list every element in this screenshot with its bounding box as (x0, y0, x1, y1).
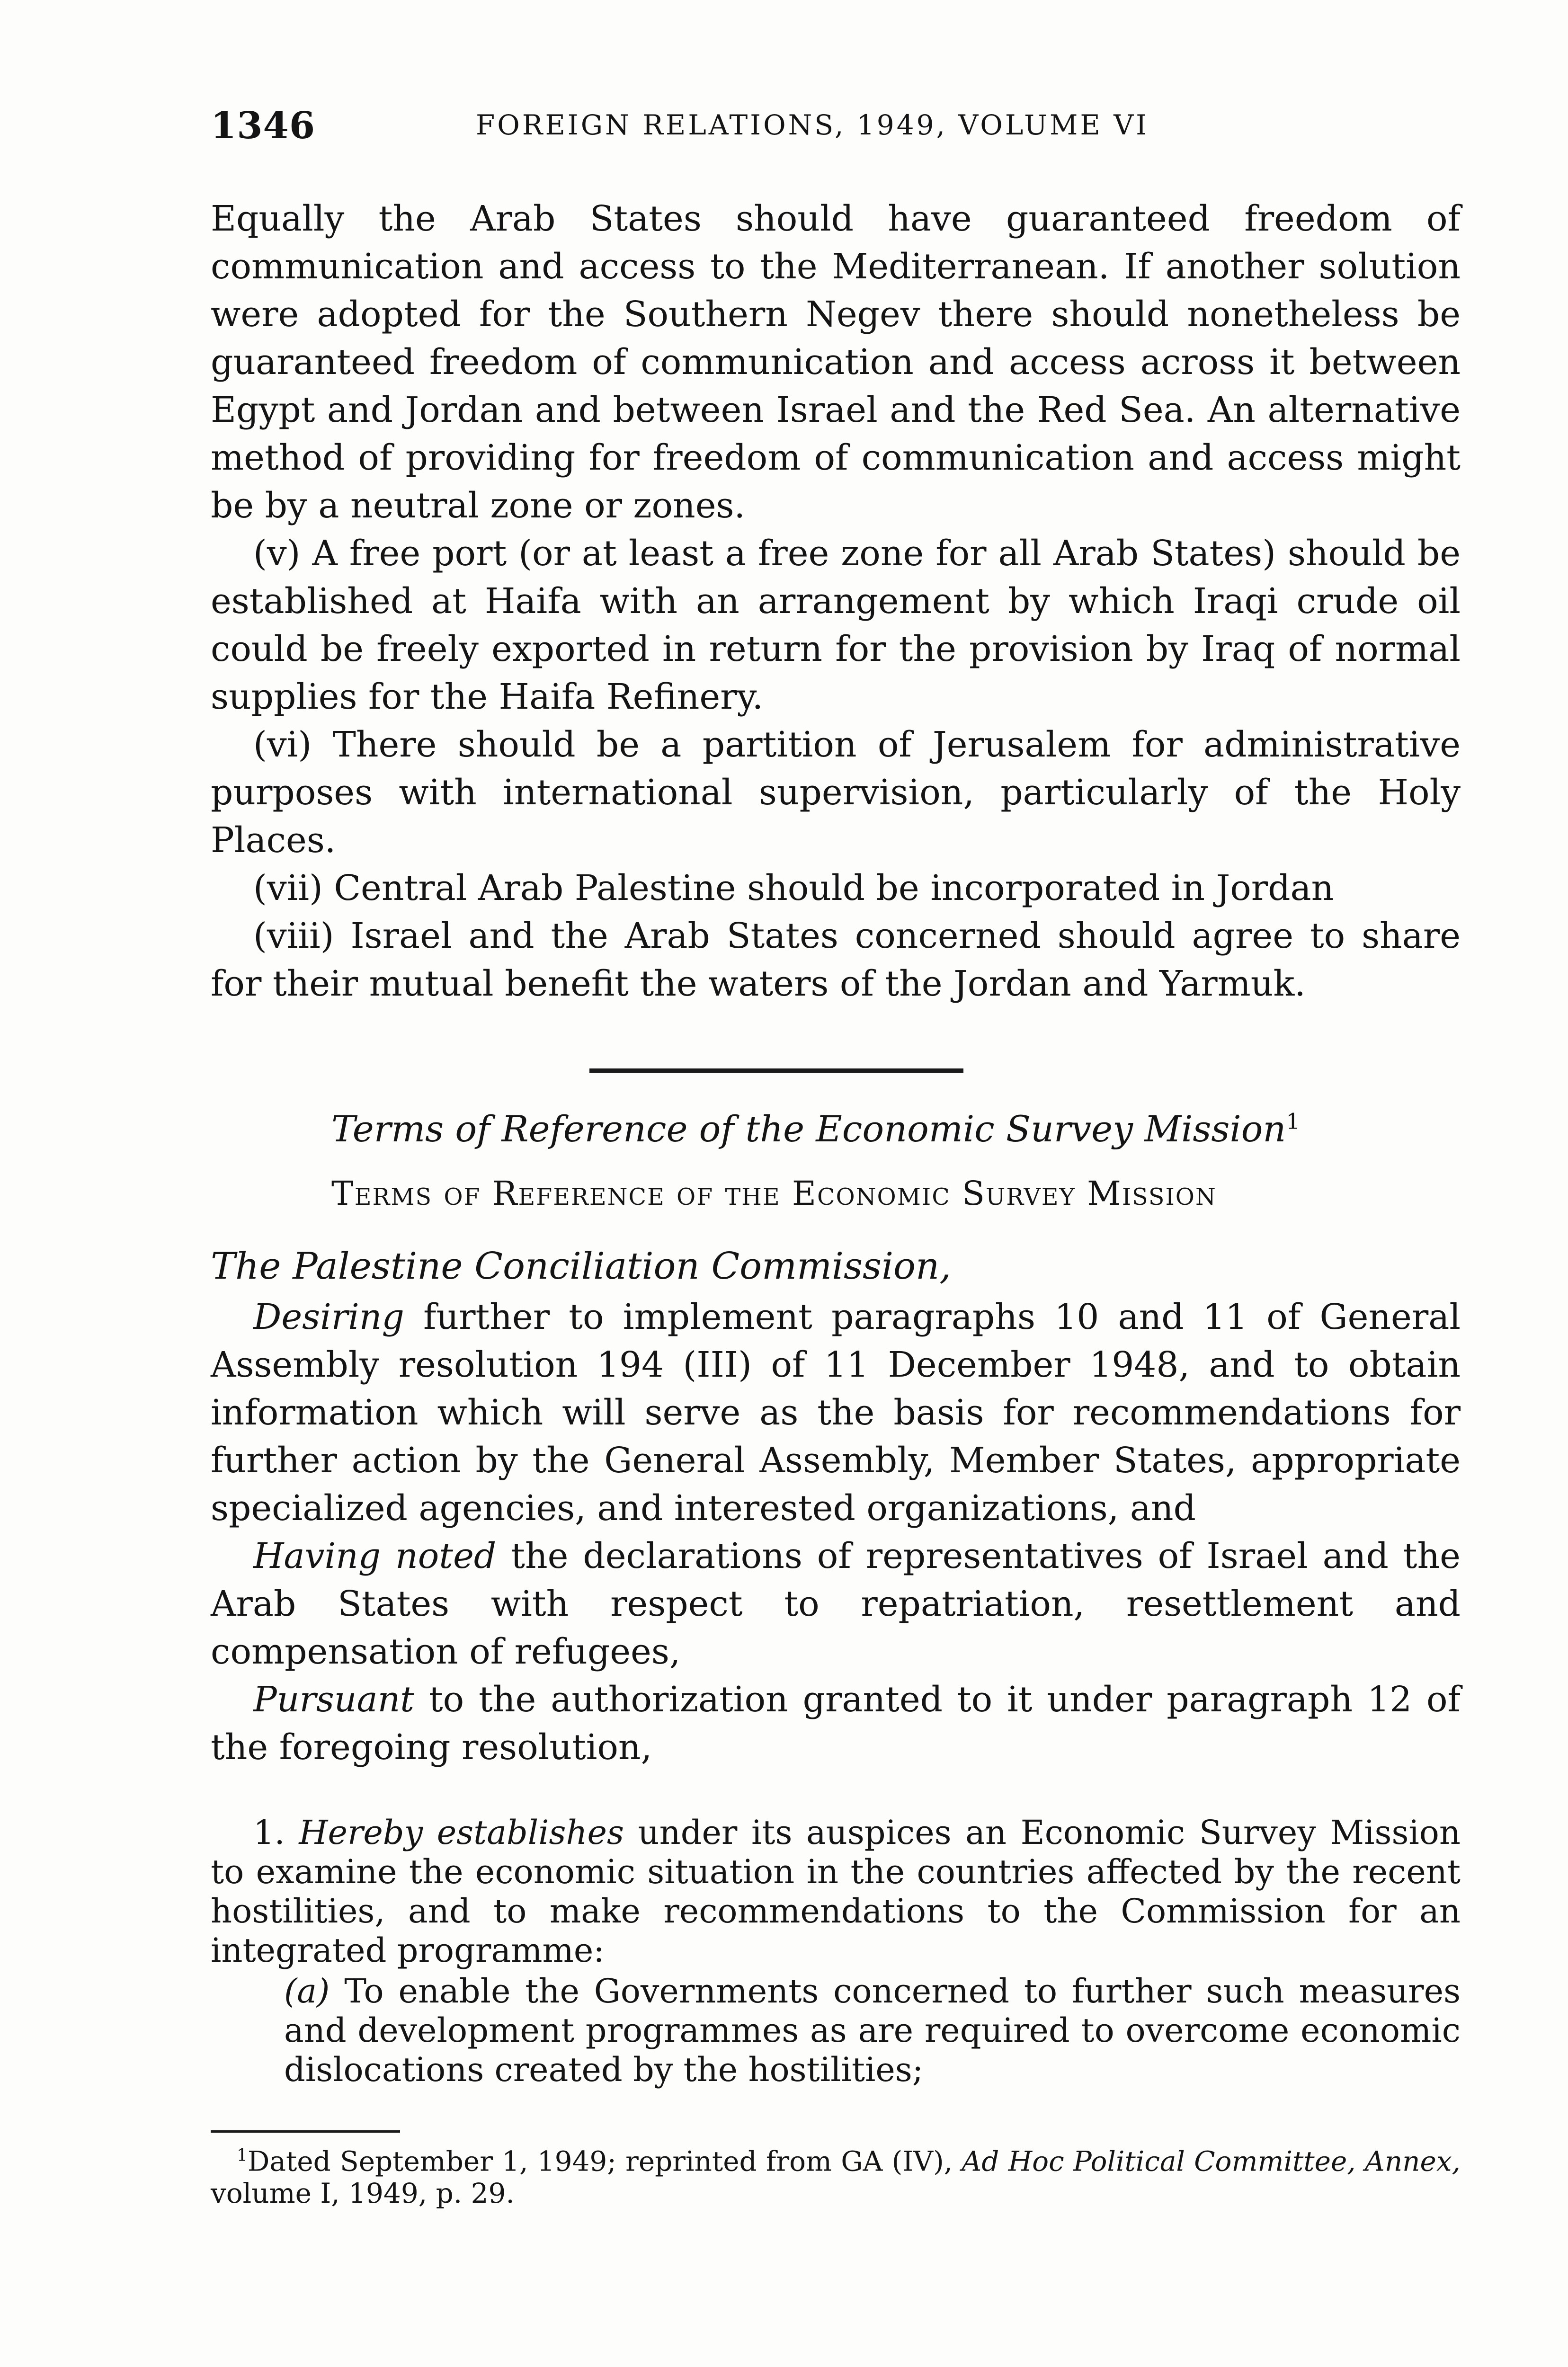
page-number: 1346 (211, 104, 316, 147)
sub-item-a (284, 1972, 1461, 2090)
having-noted-paragraph (211, 1532, 1461, 1676)
desiring-text: further to implement paragraphs 10 and 11 of General Assembly resolution 194 (III) of 11 December 1948, and to obtain information which will serve as the basis for recommendations for further action by the General Assembly, Member States, appropriate specialized agencies, and interested organizations, and (211, 1297, 1461, 1529)
heading-footnote-ref: 1 (1286, 1108, 1300, 1134)
continued-text (211, 195, 1461, 1008)
commission-name: The Palestine Conciliation Commission, (211, 1245, 951, 1288)
paragraph-continuation: Equally the Arab States should have guaranteed freedom of communication and access to the Mediterranean. If another solution were adopted for the Southern Negev there should nonetheless be guaranteed freedom of communication and access across it between Egypt and Jordan and between Israel and the Red Sea. An alternative method of providing for freedom of communication and access might be by a neutral zone or zones. (211, 198, 1461, 526)
paragraph-item-v: (v) A free port (or at least a free zone for all Arab States) should be established at Haifa with an arrangement by which Iraqi crude oil could be freely exported in return for the provision by Iraq of normal supplies for the Haifa Refinery. (211, 533, 1461, 717)
item-1-label: Hereby establishes (299, 1813, 624, 1852)
page-header (211, 104, 1461, 156)
footnote-marker: 1 (237, 2146, 248, 2165)
preamble (211, 1293, 1461, 1771)
operative-section (211, 1813, 1461, 1970)
sub-item-a-text: To enable the Governments concerned to further such measures and development programmes as are required to overcome economic dislocations created by the hostilities; (284, 1972, 1461, 2089)
having-noted-text: the declarations of representatives of Israel and the Arab States with respect to repatriation, resettlement and compensation of refugees, (211, 1536, 1461, 1672)
paragraph-item-viii: (viii) Israel and the Arab States concerned should agree to share for their mutual benefit the waters of the Jordan and Yarmuk. (211, 916, 1461, 1004)
having-noted-label: Having noted (253, 1536, 497, 1576)
footnote-end-text: volume I, 1949, p. 29. (211, 2177, 515, 2210)
document-heading-text: Terms of Reference of the Economic Survey Mission (331, 1108, 1286, 1150)
pursuant-text: to the authorization granted to it under paragraph 12 of the foregoing resolution, (211, 1679, 1461, 1768)
item-1-text: under its auspices an Economic Survey Mission to examine the economic situation in the countries affected by the recent hostilities, and to make recommendations to the Commission for an integrated programme: (211, 1813, 1461, 1970)
paragraph-item-vii: (vii) Central Arab Palestine should be incorporated in Jordan (253, 868, 1334, 908)
footnote-text: Dated September 1, 1949; reprinted from GA (IV), (247, 2145, 953, 2178)
pursuant-paragraph (211, 1676, 1461, 1771)
document-heading (331, 1108, 1300, 1150)
footnote-divider (211, 2130, 400, 2133)
section-divider (589, 1068, 963, 1073)
desiring-label: Desiring (253, 1297, 404, 1337)
paragraph-item-vi: (vi) There should be a partition of Jerusalem for administrative purposes with international supervision, particularly of the Holy Places. (211, 724, 1461, 861)
footnote-italic-text: Ad Hoc Political Committee, Annex, (962, 2145, 1461, 2178)
running-head: FOREIGN RELATIONS, 1949, VOLUME VI (476, 109, 1149, 141)
desiring-paragraph (211, 1293, 1461, 1532)
sub-item-a-label: (a) (284, 1972, 330, 2011)
footnote (211, 2140, 1461, 2209)
document-title: Terms of Reference of the Economic Survey Mission (331, 1174, 1217, 1213)
pursuant-label: Pursuant (253, 1679, 414, 1720)
item-1-paragraph (211, 1813, 1461, 1970)
item-1-number: 1. (253, 1813, 285, 1852)
